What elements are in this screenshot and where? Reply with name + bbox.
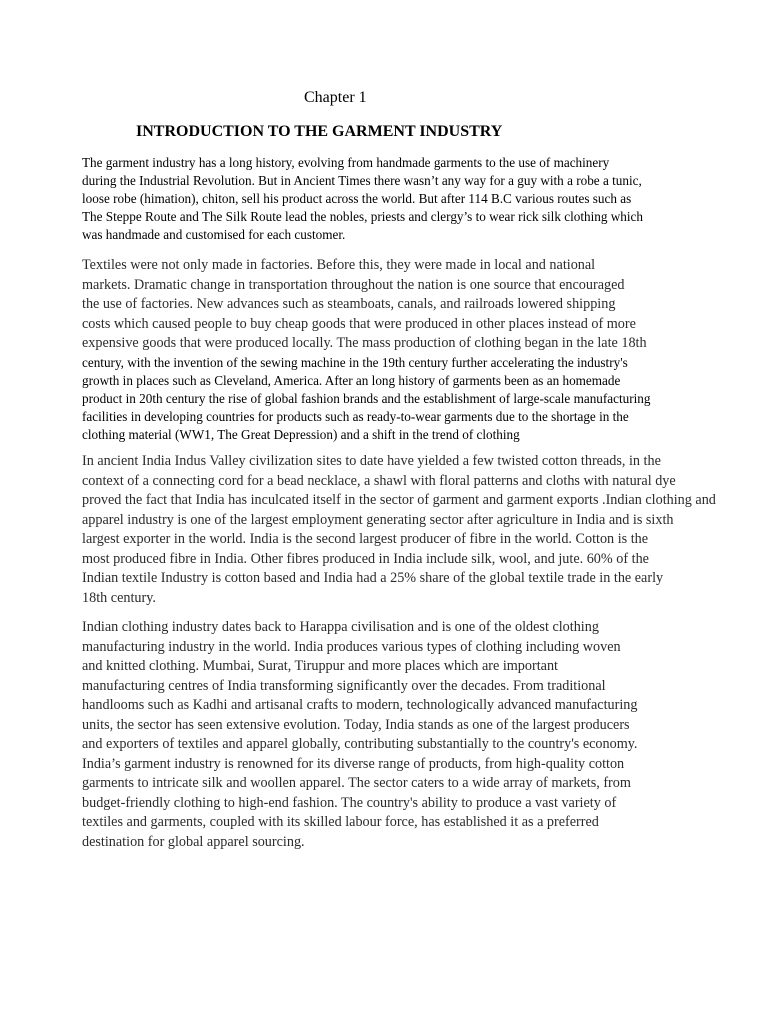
paragraph-line: markets. Dramatic change in transportation throughout the nation is one source that encouraged bbox=[82, 276, 625, 293]
paragraph-line: manufacturing centres of India transforming significantly over the decades. From traditional bbox=[82, 677, 606, 694]
paragraph-line: budget-friendly clothing to high-end fashion. The country's ability to produce a vast variety of bbox=[82, 794, 617, 811]
paragraph-line: The Steppe Route and The Silk Route lead the nobles, priests and clergy’s to wear rick silk clothing which bbox=[82, 209, 643, 224]
paragraph-line: and knitted clothing. Mumbai, Surat, Tiruppur and more places which are important bbox=[82, 658, 558, 674]
paragraph-line: manufacturing industry in the world. India produces various types of clothing including woven bbox=[82, 638, 621, 655]
paragraph-line: facilities in developing countries for products such as ready-to-wear garments due to the shortage in the bbox=[82, 409, 629, 425]
paragraph-line: most produced fibre in India. Other fibres produced in India include silk, wool, and jute. 60% of the bbox=[82, 550, 649, 567]
paragraph-line: context of a connecting cord for a bead necklace, a shawl with floral patterns and cloths with natural dye bbox=[82, 472, 676, 489]
paragraph-line: and exporters of textiles and apparel globally, contributing substantially to the country's economy. bbox=[82, 736, 638, 752]
paragraph-line: costs which caused people to buy cheap goods that were produced in other places instead of more bbox=[82, 315, 636, 332]
paragraph-line: loose robe (himation), chiton, sell his product across the world. But after 114 B.C various routes such as bbox=[82, 191, 632, 206]
paragraph-line: units, the sector has seen extensive evolution. Today, India stands as one of the largest producers bbox=[82, 716, 630, 733]
page-title: INTRODUCTION TO THE GARMENT INDUSTRY bbox=[136, 123, 503, 140]
paragraph-line: clothing material (WW1, The Great Depression) and a shift in the trend of clothing bbox=[82, 427, 520, 443]
paragraph-line: destination for global apparel sourcing. bbox=[82, 833, 305, 850]
paragraph-line: apparel industry is one of the largest employment generating sector after agriculture in India and is sixth bbox=[82, 511, 674, 528]
paragraph-line: Textiles were not only made in factories. Before this, they were made in local and national bbox=[82, 257, 596, 273]
paragraph-line: largest exporter in the world. India is the second largest producer of fibre in the world. Cotton is the bbox=[82, 531, 649, 547]
paragraph-line: century, with the invention of the sewing machine in the 19th century further accelerating the industry's bbox=[82, 354, 628, 370]
paragraph-line: handlooms such as Kadhi and artisanal crafts to modern, technologically advanced manufacturing bbox=[82, 697, 638, 713]
paragraph-line: The garment industry has a long history, evolving from handmade garments to the use of machinery bbox=[82, 155, 610, 170]
paragraph-line: In ancient India Indus Valley civilization sites to date have yielded a few twisted cotton threads, in the bbox=[82, 453, 661, 469]
paragraph-1 bbox=[82, 154, 643, 244]
paragraph-2 bbox=[82, 256, 650, 445]
paragraph-line: textiles and garments, coupled with its skilled labour force, has established it as a preferred bbox=[82, 814, 599, 830]
paragraph-line: was handmade and customised for each customer. bbox=[82, 227, 346, 242]
paragraph-4 bbox=[82, 618, 638, 852]
paragraph-line: growth in places such as Cleveland, America. After an long history of garments been as an homemade bbox=[82, 372, 621, 388]
paragraph-line: Indian textile Industry is cotton based and India had a 25% share of the global textile trade in the early bbox=[82, 570, 664, 586]
paragraph-line: 18th century. bbox=[82, 589, 156, 606]
paragraph-3 bbox=[82, 452, 716, 608]
paragraph-line: proved the fact that India has inculcated itself in the sector of garment and garment exports .Indian clothing and bbox=[82, 492, 716, 508]
paragraph-line: the use of factories. New advances such as steamboats, canals, and railroads lowered shipping bbox=[82, 296, 616, 312]
paragraph-line: expensive goods that were produced locally. The mass production of clothing began in the late 18th bbox=[82, 335, 647, 351]
paragraph-line: product in 20th century the rise of global fashion brands and the establishment of large-scale manufacturing bbox=[82, 390, 651, 406]
paragraph-line: garments to intricate silk and woollen apparel. The sector caters to a wide array of markets, from bbox=[82, 775, 631, 791]
chapter-label: Chapter 1 bbox=[304, 89, 367, 106]
paragraph-line: Indian clothing industry dates back to Harappa civilisation and is one of the oldest clothing bbox=[82, 619, 599, 635]
paragraph-line: during the Industrial Revolution. But in Ancient Times there wasn’t any way for a guy with a robe a tunic, bbox=[82, 173, 642, 188]
paragraph-line: India’s garment industry is renowned for its diverse range of products, from high-quality cotton bbox=[82, 755, 625, 772]
